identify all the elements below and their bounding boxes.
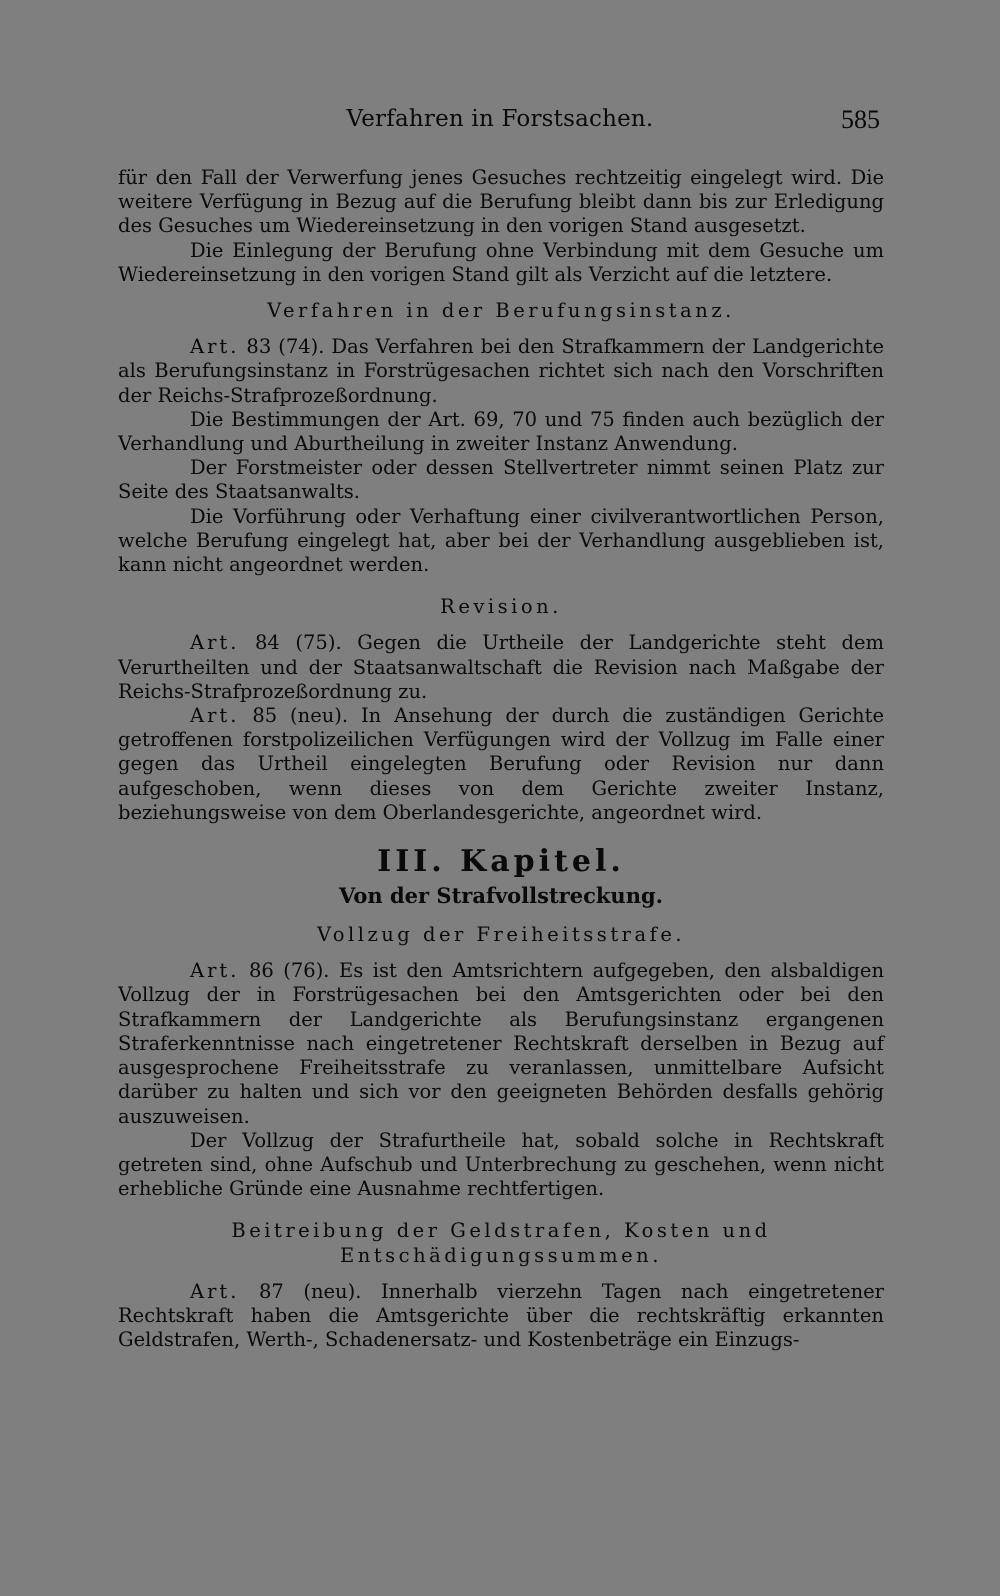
- section-heading-berufungsinstanz: Verfahren in der Berufungsinstanz.: [267, 299, 735, 323]
- running-head: [118, 106, 882, 142]
- article-label: Art.: [190, 1279, 240, 1303]
- paragraph: Der Vollzug der Strafurtheile hat, sobald solche in Rechtskraft getreten sind, ohne Aufschub und Unterbrechung zu geschehen, wenn nicht erhebliche Gründe eine Ausnahme rechtfertigen.: [118, 1128, 884, 1201]
- paragraph-continuation: für den Fall der Verwerfung jenes Gesuches rechtzeitig eingelegt wird. Die weitere Verfügung in Bezug auf die Berufung bleibt dann bis zur Erledigung des Gesuches um Wiedereinsetzung in den vorigen Stand ausgesetzt.: [118, 166, 884, 238]
- page-body: [118, 166, 884, 1352]
- chapter-heading: III. Kapitel.: [377, 844, 625, 880]
- article-text: 86 (76). Es ist den Amtsrichtern aufgegeben, den alsbaldigen Vollzug der in Forstrügesachen bei den Amtsgerichten oder bei den Strafkammern der Landgerichte als Berufungsinstanz ergangenen Straferkenntnisse nach eingetretener Rechtskraft derselben in Bezug auf ausgesprochene Freiheitsstrafe zu veranlassen, unmittelbare Aufsicht darüber zu halten und sich vor den geeigneten Behörden desfalls gehörig auszuweisen.: [118, 959, 884, 1128]
- article-label: Art.: [190, 959, 240, 983]
- section-heading-revision: Revision.: [440, 595, 562, 619]
- paragraph: Der Forstmeister oder dessen Stellvertreter nimmt seinen Platz zur Seite des Staatsanwalts.: [118, 456, 884, 504]
- article-85: [118, 704, 884, 825]
- article-text: 84 (75). Gegen die Urtheile der Landgerichte steht dem Verurtheilten und der Staatsanwaltschaft die Revision nach Maßgabe der Reichs-Strafprozeßordnung zu.: [118, 631, 884, 703]
- article-84: [118, 631, 884, 704]
- paragraph: Die Vorführung oder Verhaftung einer civilverantwortlichen Person, welche Berufung eingelegt hat, aber bei der Verhandlung ausgeblieben ist, kann nicht angeordnet werden.: [118, 504, 884, 577]
- article-83: [118, 335, 884, 408]
- article-text: 87 (neu). Innerhalb vierzehn Tagen nach eingetretener Rechtskraft haben die Amtsgerichte über die rechtskräftig erkannten Geldstrafen, Werth-, Schadenersatz- und Kostenbeträge ein Einzugs-: [118, 1279, 884, 1352]
- page-number: 585: [841, 105, 880, 134]
- article-label: Art.: [190, 335, 240, 359]
- article-text: 83 (74). Das Verfahren bei den Strafkammern der Landgerichte als Berufungsinstanz in Forstrügesachen richtet sich nach den Vorschriften der Reichs-Strafprozeßordnung.: [118, 335, 884, 407]
- paragraph: Die Einlegung der Berufung ohne Verbindung mit dem Gesuche um Wiedereinsetzung in den vorigen Stand gilt als Verzicht auf die letztere.: [118, 238, 884, 286]
- article-87: [118, 1280, 884, 1353]
- article-label: Art.: [190, 704, 240, 728]
- section-heading-beitreibung: Beitreibung der Geldstrafen, Kosten und Entschädigungssummen.: [231, 1219, 771, 1267]
- article-label: Art.: [190, 631, 240, 655]
- chapter-subtitle: Von der Strafvollstreckung.: [339, 883, 663, 909]
- running-head-title: Verfahren in Forstsachen.: [346, 106, 654, 132]
- section-heading-freiheitsstrafe: Vollzug der Freiheitsstrafe.: [316, 923, 686, 947]
- article-text: 85 (neu). In Ansehung der durch die zuständigen Gerichte getroffenen forstpolizeilichen Verfügungen wird der Vollzug im Falle einer gegen das Urtheil eingelegten Berufung oder Revision nur dann aufgeschoben, wenn dieses von dem Gerichte zweiter Instanz, beziehungsweise von dem Oberlandesgerichte, angeordnet wird.: [118, 704, 884, 824]
- article-86: [118, 959, 884, 1128]
- paragraph: Die Bestimmungen der Art. 69, 70 und 75 finden auch bezüglich der Verhandlung und Aburtheilung in zweiter Instanz Anwendung.: [118, 407, 884, 456]
